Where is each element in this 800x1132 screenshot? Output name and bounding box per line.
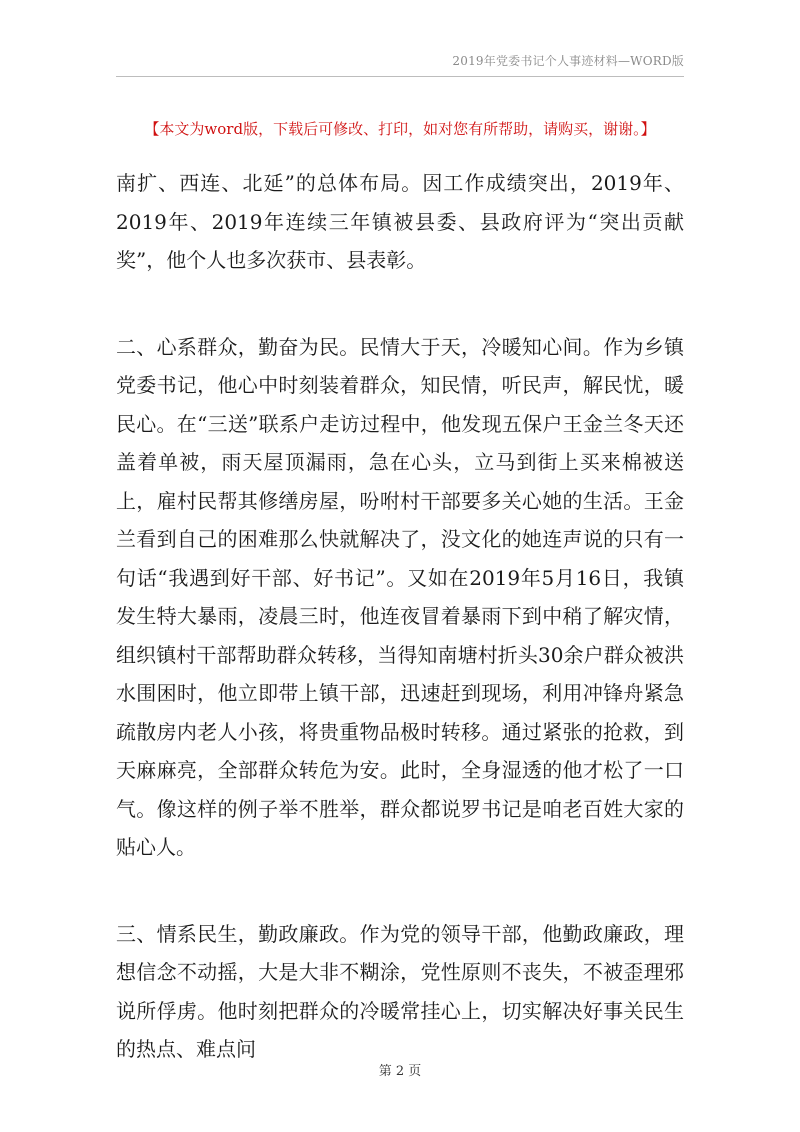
paragraph-2: 二、心系群众，勤奋为民。民情大于天，冷暖知心间。作为乡镇党委书记，他心中时刻装着群众，知民情，听民声，解民忧，暖民心。在“三送”联系户走访过程中，他发现五保户王金兰冬天还盖着单被，雨天屋顶漏雨，急在心头，立马到街上买来棉被送上，雇村民帮其修缮房屋，吩咐村干部要多关心她的生活。王金兰看到自己的困难那么快就解决了，没文化的她连声说的只有一句话“我遇到好干部、好书记”。又如在2019年5月16日，我镇发生特大暴雨，凌晨三时，他连夜冒着暴雨下到中稍了解灾情，组织镇村干部帮助群众转移，当得知南塘村折头30余户群众被洪水围困时，他立即带上镇干部，迅速赶到现场，利用冲锋舟紧急疏散房内老人小孩，将贵重物品极时转移。通过紧张的抢救，到天麻麻亮，全部群众转危为安。此时，全身湿透的他才松了一口气。像这样的例子举不胜举，群众都说罗书记是咱老百姓大家的贴心人。 xyxy=(116,334,684,859)
paragraph-3: 三、情系民生，勤政廉政。作为党的领导干部，他勤政廉政，理想信念不动摇，大是大非不糊涂，党性原则不丧失，不被歪理邪说所俘虏。他时刻把群众的冷暖常挂心上，切实解决好事关民生的热点、难点问 xyxy=(116,921,684,1061)
purchase-notice: 【本文为word版，下载后可修改、打印，如对您有所帮助，请购买，谢谢。】 xyxy=(144,120,656,138)
paragraph-spacer xyxy=(116,280,684,328)
paragraph-spacer xyxy=(116,867,684,915)
header-divider xyxy=(116,76,684,77)
document-body xyxy=(116,164,684,1069)
paragraph-1: 南扩、西连、北延”的总体布局。因工作成绩突出，2019年、2019年、2019年连续三年镇被县委、县政府评为“突出贡献奖”，他个人也多次获市、县表彰。 xyxy=(116,171,684,272)
page-number: 第 2 页 xyxy=(378,1064,422,1079)
page-header: 2019年党委书记个人事迹材料—WORD版 xyxy=(452,54,684,68)
